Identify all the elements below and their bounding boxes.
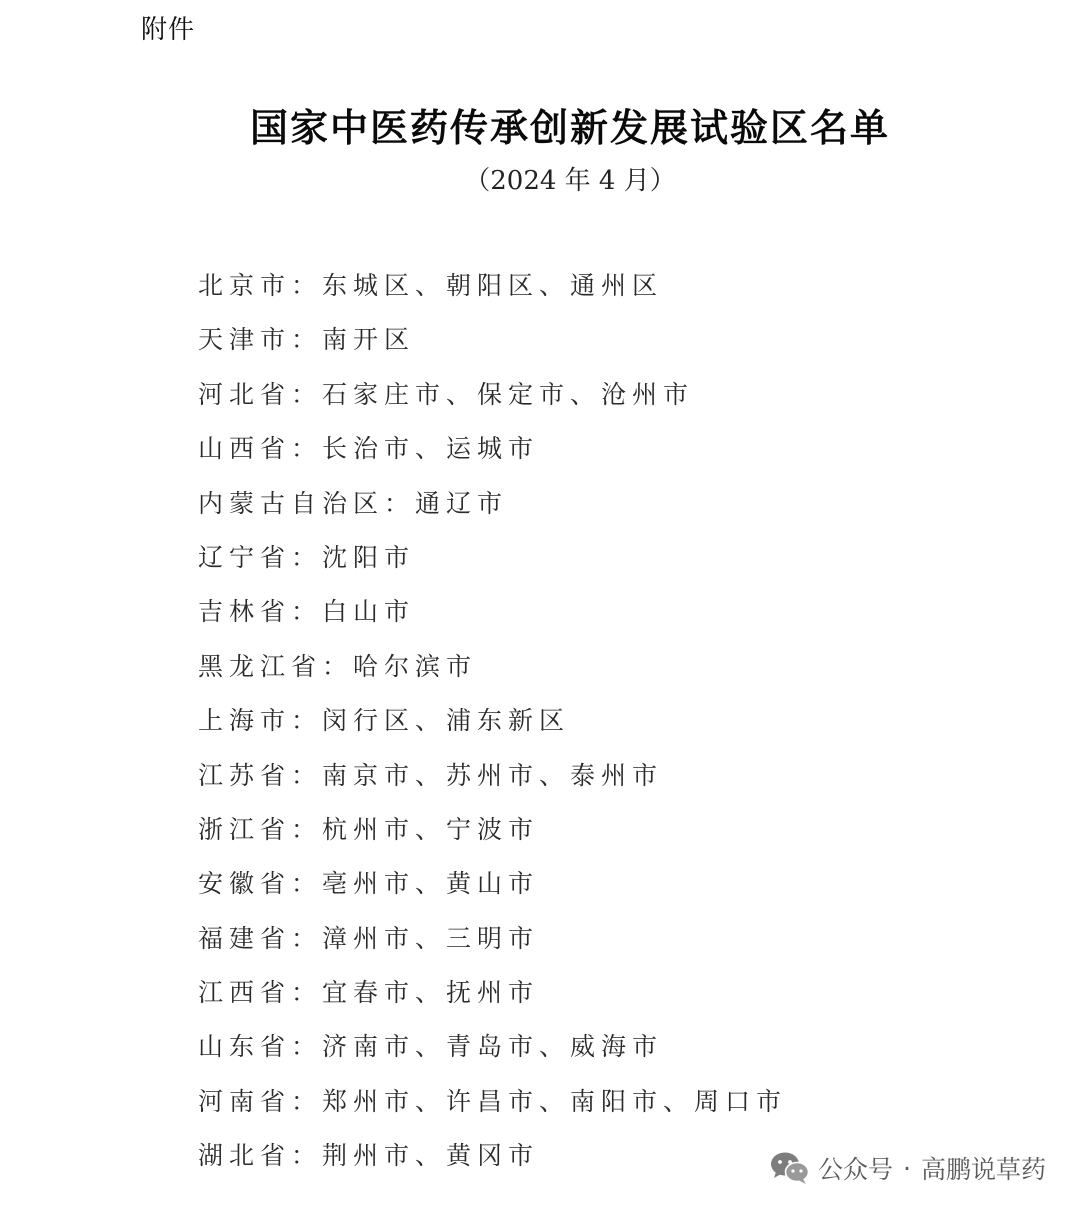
watermark-prefix: 公众号 <box>818 1155 894 1184</box>
document-date: （2024 年 4 月） <box>464 166 676 196</box>
list-item: 山东省：济南市、青岛市、威海市 <box>198 1032 664 1062</box>
list-item: 安徽省：亳州市、黄山市 <box>198 869 540 899</box>
list-item: 江苏省：南京市、苏州市、泰州市 <box>198 760 664 790</box>
list-item: 河南省：郑州市、许昌市、南阳市、周口市 <box>198 1086 788 1116</box>
list-item: 吉林省：白山市 <box>198 597 416 627</box>
attachment-label: 附件 <box>141 15 196 45</box>
list-item: 福建省：漳州市、三明市 <box>198 923 540 953</box>
watermark <box>770 1148 1046 1188</box>
page-title: 国家中医药传承创新发展试验区名单 <box>249 105 890 150</box>
list-item: 江西省：宜春市、抚州市 <box>198 978 540 1008</box>
list-item: 北京市：东城区、朝阳区、通州区 <box>198 271 664 300</box>
watermark-account: 高鹏说草药 <box>920 1155 1046 1184</box>
list-item: 天津市：南开区 <box>198 325 416 355</box>
list-item: 山西省：长治市、运城市 <box>198 434 540 464</box>
list-item: 河北省：石家庄市、保定市、沧州市 <box>198 379 695 409</box>
list-item: 内蒙古自治区：通辽市 <box>198 488 509 518</box>
list-item: 黑龙江省：哈尔滨市 <box>198 651 478 681</box>
list-item: 上海市：闵行区、浦东新区 <box>198 706 571 736</box>
watermark-separator: · <box>903 1153 911 1183</box>
region-list <box>198 264 787 1189</box>
list-item: 辽宁省：沈阳市 <box>198 542 416 572</box>
list-item: 浙江省：杭州市、宁波市 <box>198 814 540 844</box>
list-item: 湖北省：荆州市、黄冈市 <box>198 1141 540 1171</box>
wechat-icon <box>770 1151 810 1185</box>
